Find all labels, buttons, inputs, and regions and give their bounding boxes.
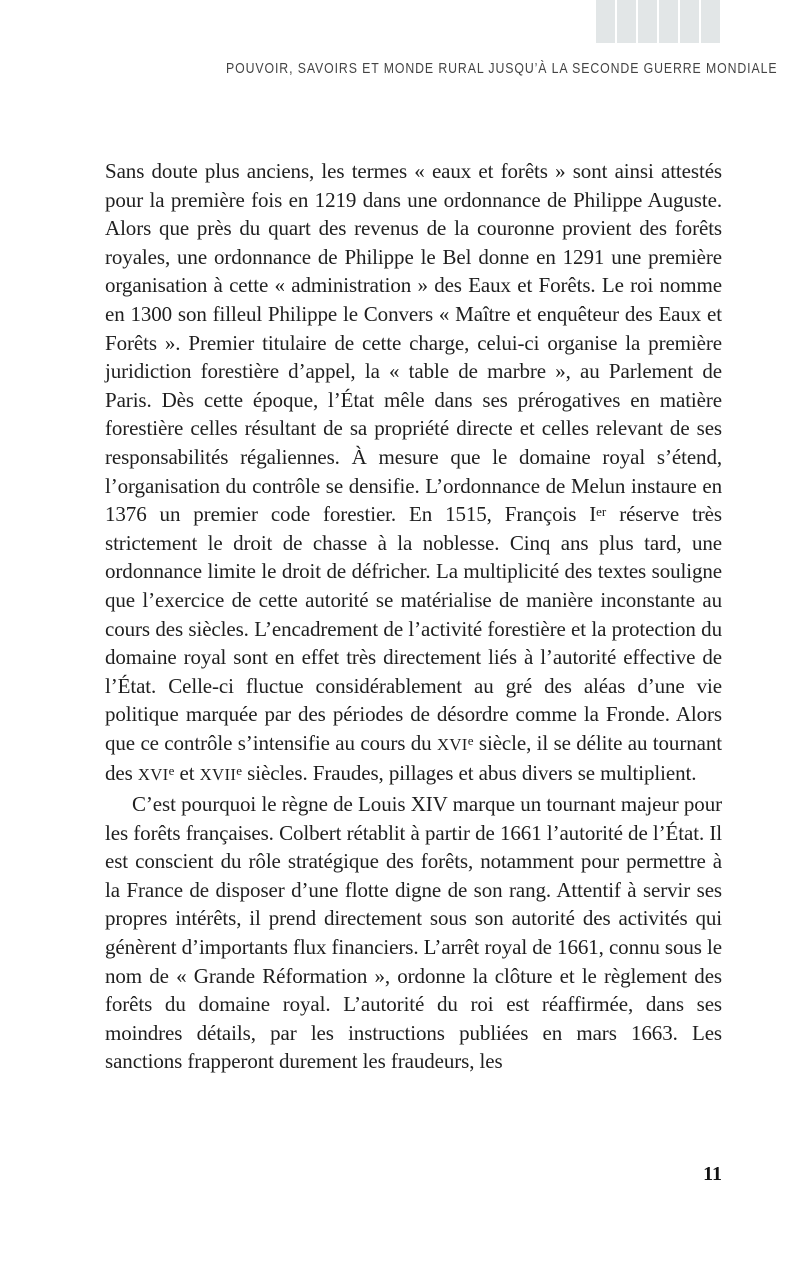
decoration-bar [680, 0, 699, 43]
decoration-bar [617, 0, 636, 43]
paragraph: C’est pourquoi le règne de Louis XIV marque un tournant majeur pour les forêts françaises. Colbert rétablit à partir de 1661 l’autorité de l’État. Il est conscient du rôle stratégique des forêts, notamment pour permettre à la France de disposer d’une flotte digne de son rang. Attentif à servir ses propres intérêts, il prend directement sous son autorité des activités qui génèrent d’importants flux financiers. L’arrêt royal de 1661, connu sous le nom de « Grande Réformation », ordonne la clôture et le règlement des forêts du domaine royal. L’autorité du roi est réaffirmée, dans ses moindres détails, par les instructions publiées en mars 1663. Les sanctions frapperont durement les fraudeurs, les [105, 792, 722, 1074]
body-text [105, 157, 722, 1076]
running-head [105, 60, 778, 78]
paragraph: Sans doute plus anciens, les termes « eaux et forêts » sont ainsi attestés pour la première fois en 1219 dans une ordonnance de Philippe Auguste. Alors que près du quart des revenus de la couronne provient des forêts royales, une ordonnance de Philippe le Bel donne en 1291 une première organisation à cette « administration » des Eaux et Forêts. Le roi nomme en 1300 son filleul Philippe le Convers « Maître et enquêteur des Eaux et Forêts ». Premier titulaire de cette charge, celui-ci organise la première juridiction forestière d’appel, la « table de marbre », au Parlement de Paris. Dès cette époque, l’État mêle dans ses prérogatives en matière forestière celles résultant de sa propriété directe et celles relevant de ses responsabilités régaliennes. À mesure que le domaine royal s’étend, l’organisation du contrôle se densifie. L’ordonnance de Melun instaure en 1376 un premier code forestier. En 1515, François Ier réserve très strictement le droit de chasse à la noblesse. Cinq ans plus tard, une ordonnance limite le droit de défricher. La multiplicité des textes souligne que l’exercice de cette autorité se matérialise de manière inconstante au cours des siècles. L’encadrement de l’activité forestière et la protection du domaine royal sont en effet très directement liés à l’autorité effective de l’État. Celle-ci fluctue considérablement au gré des aléas d’une vie politique marquée par des périodes de désordre comme la Fronde. Alors que ce contrôle s’intensifie au cours du XVIe siècle, il se délite au tournant des XVIe et XVIIe siècles. Fraudes, pillages et abus divers se multiplient. [105, 159, 722, 786]
decoration-bar [659, 0, 678, 43]
running-head-text: POUVOIR, SAVOIRS ET MONDE RURAL JUSQU’À LA SECONDE GUERRE MONDIALE [226, 60, 778, 77]
decoration-bar [596, 0, 615, 43]
page-number: 11 [703, 1163, 722, 1185]
decoration-bar [638, 0, 657, 43]
decoration-bar [701, 0, 720, 43]
decorative-bars [596, 0, 720, 43]
